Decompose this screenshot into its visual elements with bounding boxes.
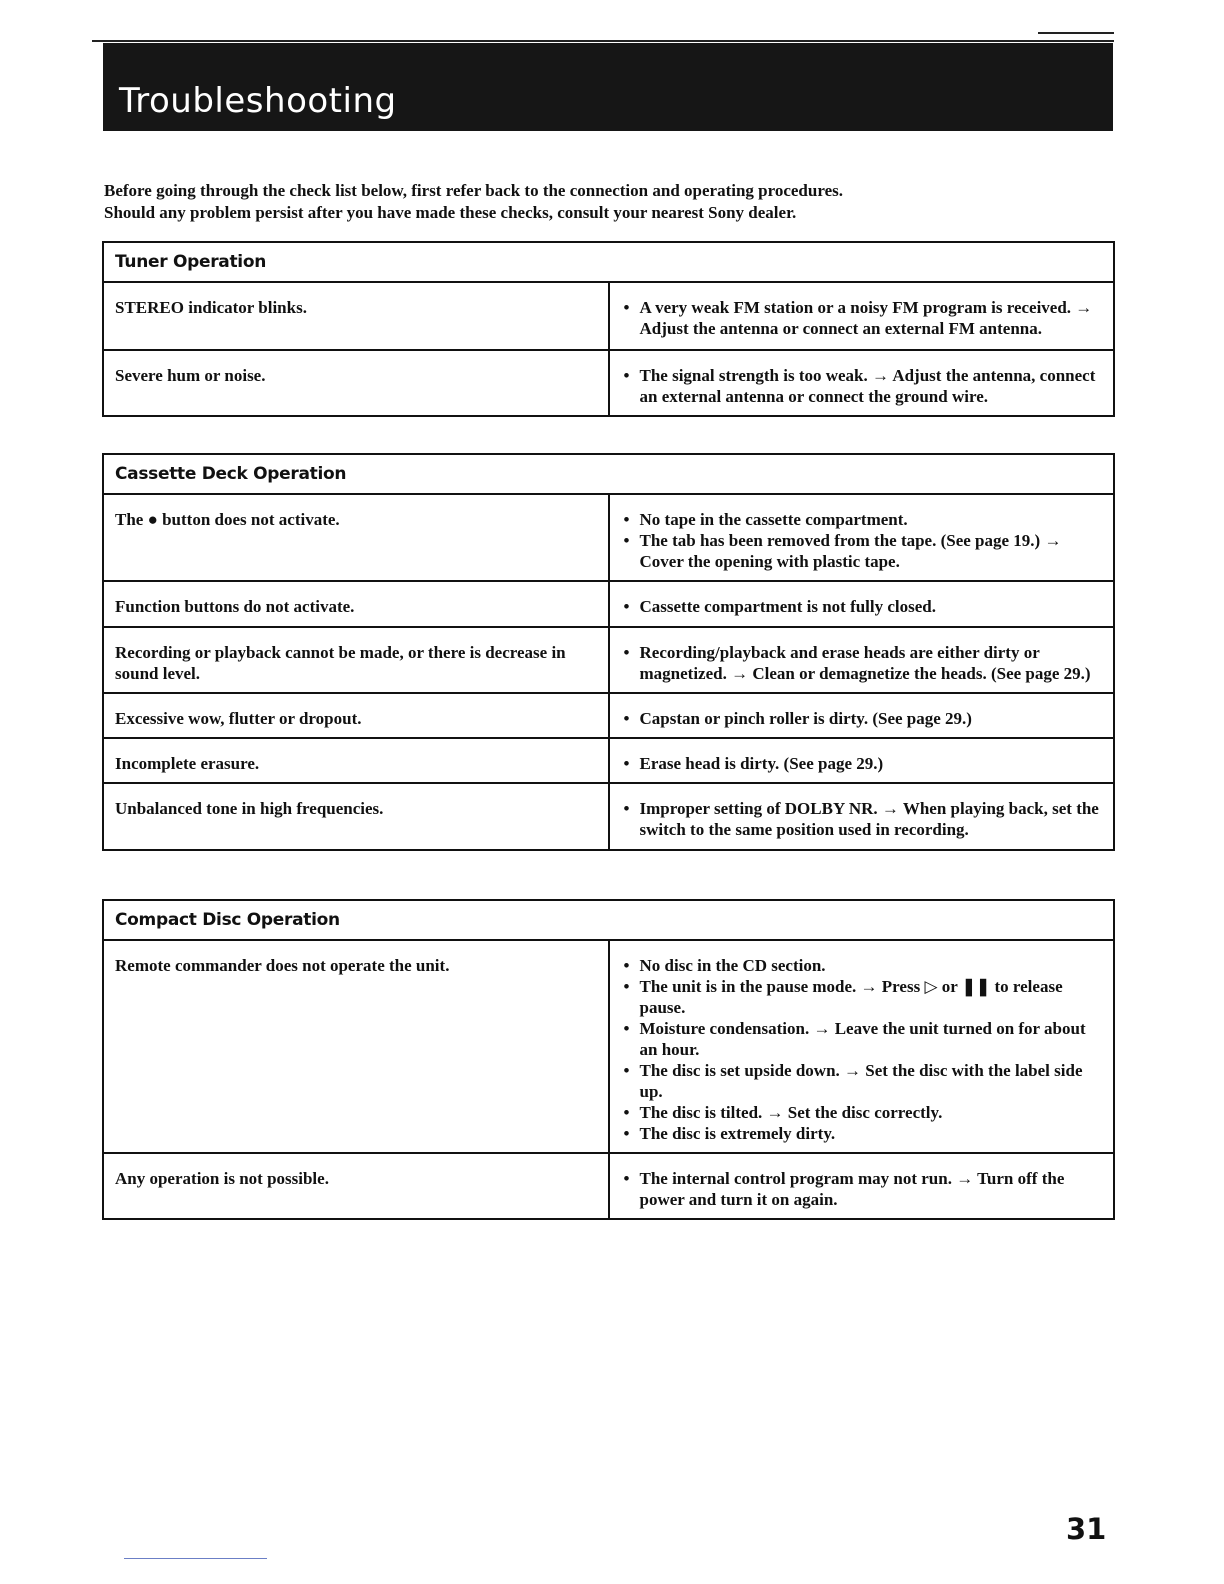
section-title: Tuner Operation	[103, 242, 1114, 282]
remedy-item: • The internal control program may not run. → Turn off the power and turn it on again.	[624, 1168, 1104, 1210]
remedy-cell	[609, 282, 1115, 350]
remedy-item: • The disc is extremely dirty.	[624, 1123, 1104, 1144]
remedy-cell	[609, 1153, 1115, 1219]
remedy-item: • The unit is in the pause mode. → Press ▷ or ❚❚ to release pause.	[624, 976, 1104, 1018]
table-row	[103, 783, 1114, 850]
remedy-item: • Cassette compartment is not fully closed.	[624, 596, 1104, 617]
remedy-item: • The disc is tilted. → Set the disc correctly.	[624, 1102, 1104, 1123]
intro-line: Before going through the check list below, first refer back to the connection and operating procedures.	[104, 181, 843, 200]
remedy-item: • Recording/playback and erase heads are either dirty or magnetized. → Clean or demagnetize the heads. (See page 29.)	[624, 642, 1104, 684]
symptom-cell: Recording or playback cannot be made, or there is decrease in sound level.	[103, 627, 609, 693]
symptom-cell: The ● button does not activate.	[103, 494, 609, 581]
symptom-cell: Function buttons do not activate.	[103, 581, 609, 627]
footer-rule	[124, 1558, 267, 1559]
table-row	[103, 350, 1114, 416]
top-rule	[92, 40, 1114, 42]
table-row	[103, 494, 1114, 581]
remedy-item: • Capstan or pinch roller is dirty. (See page 29.)	[624, 708, 1104, 729]
remedy-cell	[609, 693, 1115, 738]
symptom-cell: Any operation is not possible.	[103, 1153, 609, 1219]
table-row	[103, 693, 1114, 738]
table-row	[103, 1153, 1114, 1219]
section-title: Cassette Deck Operation	[103, 454, 1114, 494]
title-banner	[103, 43, 1113, 131]
page-title: Troubleshooting	[119, 81, 397, 121]
intro-text	[104, 180, 1114, 224]
remedy-item: • Improper setting of DOLBY NR. → When playing back, set the switch to the same position used in recording.	[624, 798, 1104, 840]
cassette-deck-operation-table	[102, 453, 1115, 851]
symptom-cell: Severe hum or noise.	[103, 350, 609, 416]
symptom-cell: Remote commander does not operate the unit.	[103, 940, 609, 1153]
remedy-item: • No disc in the CD section.	[624, 955, 1104, 976]
remedy-cell	[609, 940, 1115, 1153]
remedy-item: • Erase head is dirty. (See page 29.)	[624, 753, 1104, 774]
compact-disc-operation-table	[102, 899, 1115, 1220]
remedy-cell	[609, 783, 1115, 850]
remedy-item: • The tab has been removed from the tape. (See page 19.) → Cover the opening with plastic tape.	[624, 530, 1104, 572]
symptom-cell: Incomplete erasure.	[103, 738, 609, 783]
remedy-cell	[609, 581, 1115, 627]
remedy-cell	[609, 494, 1115, 581]
tuner-operation-table	[102, 241, 1115, 417]
remedy-cell	[609, 627, 1115, 693]
remedy-item: • The signal strength is too weak. → Adjust the antenna, connect an external antenna or connect the ground wire.	[624, 365, 1104, 407]
remedy-item: • The disc is set upside down. → Set the disc with the label side up.	[624, 1060, 1104, 1102]
table-row	[103, 282, 1114, 350]
table-row	[103, 940, 1114, 1153]
symptom-cell: STEREO indicator blinks.	[103, 282, 609, 350]
table-row	[103, 627, 1114, 693]
top-rule-short	[1038, 32, 1114, 34]
table-row	[103, 738, 1114, 783]
remedy-cell	[609, 738, 1115, 783]
remedy-item: • No tape in the cassette compartment.	[624, 509, 1104, 530]
symptom-cell: Excessive wow, flutter or dropout.	[103, 693, 609, 738]
remedy-item: • A very weak FM station or a noisy FM program is received. → Adjust the antenna or connect an external FM antenna.	[624, 297, 1104, 339]
remedy-item: • Moisture condensation. → Leave the unit turned on for about an hour.	[624, 1018, 1104, 1060]
symptom-cell: Unbalanced tone in high frequencies.	[103, 783, 609, 850]
section-title: Compact Disc Operation	[103, 900, 1114, 940]
page-number: 31	[1066, 1512, 1107, 1546]
intro-line: Should any problem persist after you have made these checks, consult your nearest Sony dealer.	[104, 203, 797, 222]
remedy-cell	[609, 350, 1115, 416]
table-row	[103, 581, 1114, 627]
